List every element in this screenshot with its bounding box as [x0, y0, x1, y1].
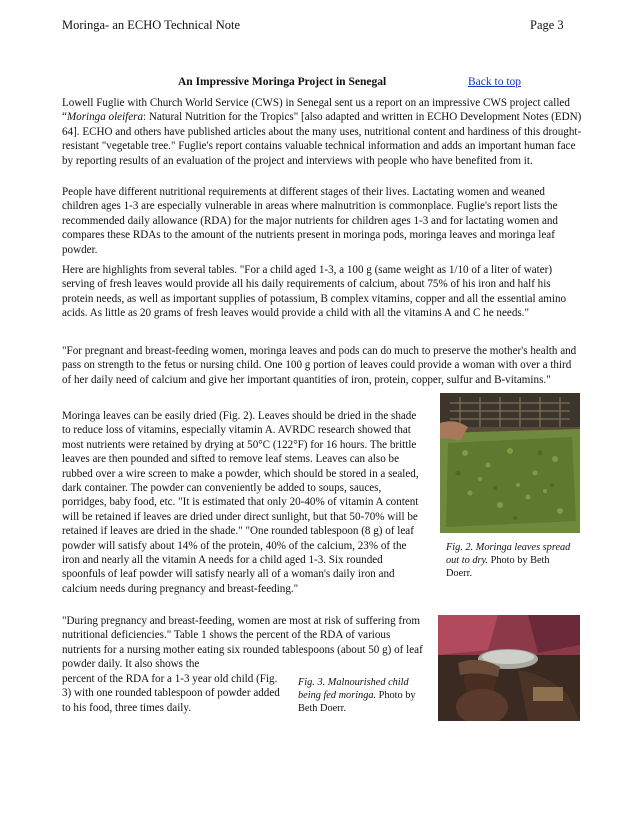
page-number: Page 3	[530, 18, 564, 32]
fig2-caption: Fig. 2. Moringa leaves spread out to dry. Photo by Beth Doerr.	[446, 542, 571, 579]
section-title: An Impressive Moringa Project in Senegal	[178, 76, 387, 88]
paragraph-drying-leaves: Moringa leaves can be easily dried (Fig. 2). Leaves should be dried in the shade to reduce loss of vitamins, especially vitamin A. AVRDC research showed that most nutrients were retained by drying at 50°C (122°F) for 16 hours. The brittle leaves are then pounded and sifted to remove leaf stems. Leaves can also be rubbed over a wire screen to make a powder, which should be stored in a sealed, dark container. The powder can conveniently be added to soups, sauces, porridges, baby food, etc. "It is estimated that only 20-40% of vitamin A content will be retained if leaves are dried under direct sunlight, but that 50-70% will be retained if leaves are dried in the shade." "One rounded tablespoon (8 g) of leaf powder will satisfy about 14% of the protein, 40% of the calcium, 23% of the iron and nearly all the vitamin A needs for a child aged 1-3. Six rounded spoonfuls of leaf powder will satisfy nearly all of a woman's daily iron and calcium needs during pregnancy and breast-feeding."	[62, 410, 419, 595]
fig3-photo	[438, 615, 580, 721]
child-feeding-photo	[438, 615, 580, 721]
paragraph-child-highlights: Here are highlights from several tables. "For a child aged 1-3, a 100 g (same weight as 1/10 of a liter of water) serving of fresh leaves would provide all his daily requirements of calcium, about 75% of his iron and half his protein needs, as well as important supplies of potassium, B complex vitamins, copper and all the essential amino acids. As little as 20 grams of fresh leaves would provide a child with all the vitamins A and C he needs."	[62, 264, 567, 320]
fig3-caption: Fig. 3. Malnourished child being fed moringa. Photo by Beth Doerr.	[298, 677, 416, 714]
back-to-top-link[interactable]: Back to top	[468, 76, 522, 88]
paragraph-intro: Lowell Fuglie with Church World Service (CWS) in Senegal sent us a report on an impressive CWS project called “Moringa oleifera: Natural Nutrition for the Tropics" [also adapted and written in ECHO Development Notes (EDN) 64]. ECHO and others have published articles about the many uses, nutritional content and hardiness of this drought-resistant "vegetable tree." Fuglie's report contains valuable technical information and adds an important human face by reporting results of an evaluation of the project and interviews with people who have benefited from it.	[62, 97, 582, 167]
drying-leaves-photo	[440, 393, 580, 533]
fig2-photo	[440, 393, 580, 533]
paragraph-pregnancy: "During pregnancy and breast-feeding, women are most at risk of suffering from nutritional deficiencies." Table 1 shows the percent of the RDA of various nutrients for a nursing mother eating six rounded tablespoons (about 50 g) of leaf powder daily. It also shows the	[62, 615, 423, 671]
paragraph-child-rda: percent of the RDA for a 1-3 year old child (Fig. 3) with one rounded tablespoon of powder added to his food, three times daily.	[62, 673, 280, 714]
paragraph-nutrition-requirements: People have different nutritional requirements at different stages of their lives. Lactating women and weaned children ages 1-3 are especially vulnerable in areas where malnutrition is commonplace. Fuglie's report lists the recommended daily allowance (RDA) for the major nutrients for children ages 1-3 and for lactating women and compares these RDAs to the amount of the nutrients present in moringa pods, moringa leaves and moringa leaf powder.	[62, 186, 558, 256]
paragraph-women-highlights: "For pregnant and breast-feeding women, moringa leaves and pods can do much to preserve the mother's health and pass on strength to the fetus or nursing child. One 100 g portion of leaves could provide a woman with over a third of her daily need of calcium and give her important quantities of iron, protein, copper, sulfur and B-vitamins."	[62, 345, 577, 386]
header-title: Moringa- an ECHO Technical Note	[62, 18, 241, 32]
